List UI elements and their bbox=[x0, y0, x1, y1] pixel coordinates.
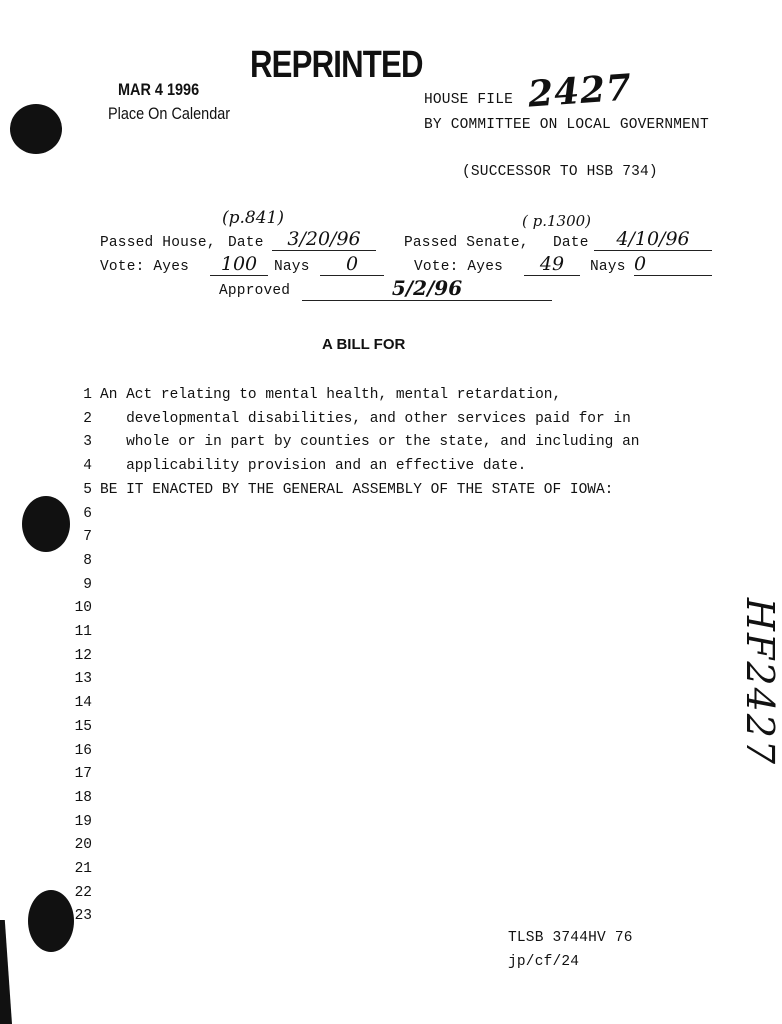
passed-senate-label: Passed Senate, bbox=[404, 235, 529, 251]
line-number: 6 bbox=[83, 505, 92, 522]
senate-ayes-value: 49 bbox=[524, 253, 580, 276]
line-number: 21 bbox=[74, 861, 92, 877]
reprinted-stamp: REPRINTED bbox=[250, 44, 423, 86]
senate-page-note: ( p.1300) bbox=[522, 212, 592, 230]
line-number: 3 bbox=[83, 434, 92, 451]
house-file-number: 2427 bbox=[526, 66, 634, 116]
line-number: 10 bbox=[74, 600, 92, 617]
successor-note: (SUCCESSOR TO HSB 734) bbox=[462, 164, 658, 180]
line-number: 20 bbox=[74, 837, 92, 854]
calendar-date-stamp: MAR 4 1996 bbox=[118, 80, 200, 99]
line-number: 5 bbox=[83, 481, 92, 498]
line-number: 22 bbox=[74, 884, 92, 901]
house-date-value: 3/20/96 bbox=[272, 228, 376, 251]
senate-nays-label: Nays bbox=[590, 259, 626, 275]
bill-text-line: BE IT ENACTED BY THE GENERAL ASSEMBLY OF THE STATE OF IOWA: bbox=[100, 481, 614, 498]
passed-house-label: Passed House, bbox=[100, 235, 216, 251]
line-number: 19 bbox=[74, 813, 92, 830]
bill-text-line: applicability provision and an effective date. bbox=[100, 458, 527, 475]
house-file-label: HOUSE FILE bbox=[424, 92, 514, 108]
line-number: 11 bbox=[74, 624, 92, 640]
line-number: 4 bbox=[83, 458, 92, 475]
senate-date-label: Date bbox=[553, 235, 589, 251]
senate-date-value: 4/10/96 bbox=[594, 228, 712, 251]
committee-line: BY COMMITTEE ON LOCAL GOVERNMENT bbox=[424, 117, 709, 133]
punch-hole-top bbox=[10, 104, 62, 154]
line-number: 17 bbox=[74, 766, 92, 783]
punch-hole-bottom bbox=[28, 890, 74, 952]
line-number: 23 bbox=[74, 908, 92, 925]
house-page-note: (p.841) bbox=[222, 208, 284, 228]
house-nays-value: 0 bbox=[320, 253, 384, 276]
place-on-calendar-stamp: Place On Calendar bbox=[108, 104, 231, 123]
line-number: 2 bbox=[83, 410, 92, 427]
house-ayes-value: 100 bbox=[210, 253, 268, 276]
approved-label: Approved bbox=[219, 283, 291, 299]
senate-nays-value: 0 bbox=[634, 253, 712, 276]
bill-title: A BILL FOR bbox=[322, 336, 406, 353]
line-number: 12 bbox=[74, 647, 92, 664]
line-number: 1 bbox=[83, 387, 92, 403]
typist-initials: jp/cf/24 bbox=[508, 954, 580, 970]
line-number: 15 bbox=[74, 718, 92, 735]
punch-hole-middle bbox=[22, 496, 70, 552]
line-number: 16 bbox=[74, 742, 92, 759]
scan-edge-mark bbox=[0, 920, 12, 1024]
house-date-label: Date bbox=[228, 235, 264, 251]
bill-text-line: developmental disabilities, and other services paid for in bbox=[100, 410, 631, 427]
bill-text-line: An Act relating to mental health, mental retardation, bbox=[100, 387, 562, 403]
margin-file-note: HF2427 bbox=[738, 597, 782, 767]
house-vote-label: Vote: Ayes bbox=[100, 259, 190, 275]
line-number: 9 bbox=[83, 576, 92, 593]
line-number: 13 bbox=[74, 671, 92, 688]
line-number: 18 bbox=[74, 789, 92, 806]
approved-date-value: 5/2/96 bbox=[302, 276, 552, 301]
tlsb-code: TLSB 3744HV 76 bbox=[508, 930, 633, 946]
bill-text-line: whole or in part by counties or the state, and including an bbox=[100, 434, 640, 451]
line-number: 7 bbox=[83, 529, 92, 546]
house-nays-label: Nays bbox=[274, 259, 310, 275]
senate-vote-label: Vote: Ayes bbox=[414, 259, 504, 275]
line-number: 8 bbox=[83, 552, 92, 569]
line-number: 14 bbox=[74, 695, 92, 712]
